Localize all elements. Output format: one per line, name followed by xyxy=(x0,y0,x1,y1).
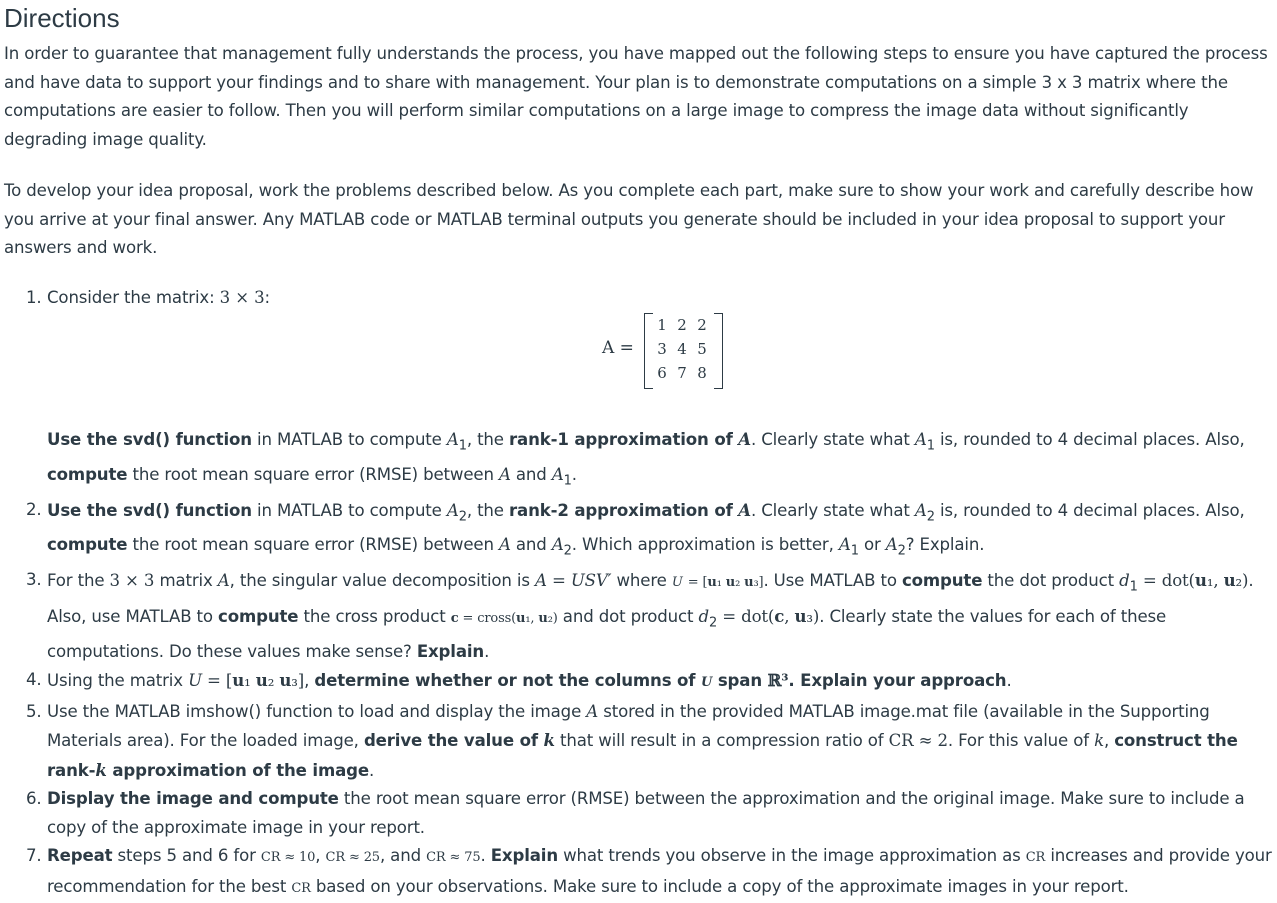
list-item: 4. Using the matrix U = [u₁ u₂ u₃], determine whether or not the columns of U span ℝ³. Explain your approach. xyxy=(26,670,1012,691)
intro-paragraph-2: To develop your idea proposal, work the problems described below. As you complete each part, make sure to show your work and carefully describe how you arrive at your final answer. Any MATLAB code or MATLAB terminal outputs you generate should be included in your idea proposal to support your answers and work. xyxy=(4,181,1254,257)
matrix-a xyxy=(602,311,762,389)
matrix-label: A = xyxy=(602,338,634,358)
page-title: Directions xyxy=(4,3,120,33)
matrix-cell: 5 xyxy=(697,340,707,358)
matrix-cell: 2 xyxy=(697,316,707,334)
right-bracket xyxy=(714,313,723,389)
list-item: Use the svd() function in MATLAB to compute $A_1$, the rank-1 approximation of A. Clearly state what $A_1$ is, rounded to 4 decimal places. Also, compute the root mean square error (RMSE) between A and $A_1$. xyxy=(47,429,1245,489)
matrix-cell: 7 xyxy=(677,364,687,382)
matrix-cell: 3 xyxy=(657,340,667,358)
list-item: 5. Use the MATLAB imshow() function to load and display the image A stored in the provided MATLAB image.mat file (available in the Supporting Materials area). For the loaded image, derive the value of k that will result in a compression ratio of CR ≈ 2. For this value of k, construct the rank-k approximation of the image. xyxy=(26,701,1238,780)
matrix-cell: 4 xyxy=(677,340,687,358)
list-item: 2. Use the svd() function in MATLAB to compute $A_2$, the rank-2 approximation of A. Clearly state what $A_2$ is, rounded to 4 decimal places. Also, compute the root mean square error (RMSE) between A and $A_2$. Which approximation is better, $A_1$ or $A_2$? Explain. xyxy=(26,499,1245,559)
matrix-cell: 1 xyxy=(657,316,667,334)
list-item: 3. For the 3 × 3 matrix A, the singular value decomposition is A = USV′ where U = [u₁ u₂ u₃]. Use MATLAB to compute the dot product $d_1 = dot(u_1$, u₂). Also, use MATLAB to compute the cross product c = cross(u₁, u₂) and dot product $d_2 = dot(c$, u₃). Clearly state the values for each of these computations. Do these values make sense? Explain. xyxy=(26,570,1254,661)
intro-paragraph-1: In order to guarantee that management fully understands the process, you have mapped out the following steps to ensure you have captured the process and have data to support your findings and to share with management. Your plan is to demonstrate computations on a simple 3 x 3 matrix where the computations are easier to follow. Then you will perform similar computations on a large image to compress the image data without significantly degrading image quality. xyxy=(4,44,1268,149)
matrix-values xyxy=(652,313,712,385)
list-item: 1. Consider the matrix: 3 × 3: xyxy=(26,288,270,307)
matrix-cell: 2 xyxy=(677,316,687,334)
matrix-cell: 8 xyxy=(697,364,707,382)
list-item: 6. Display the image and compute the root mean square error (RMSE) between the approximation and the original image. Make sure to include a copy of the approximate image in your report. xyxy=(26,789,1245,837)
list-item: 7. Repeat steps 5 and 6 for CR ≈ 10, CR ≈ 25, and CR ≈ 75. Explain what trends you observe in the image approximation as CR increases and provide your recommendation for the best CR based on your observations. Make sure to include a copy of the approximate images in your report. xyxy=(26,846,1272,896)
matrix-cell: 6 xyxy=(657,364,667,382)
